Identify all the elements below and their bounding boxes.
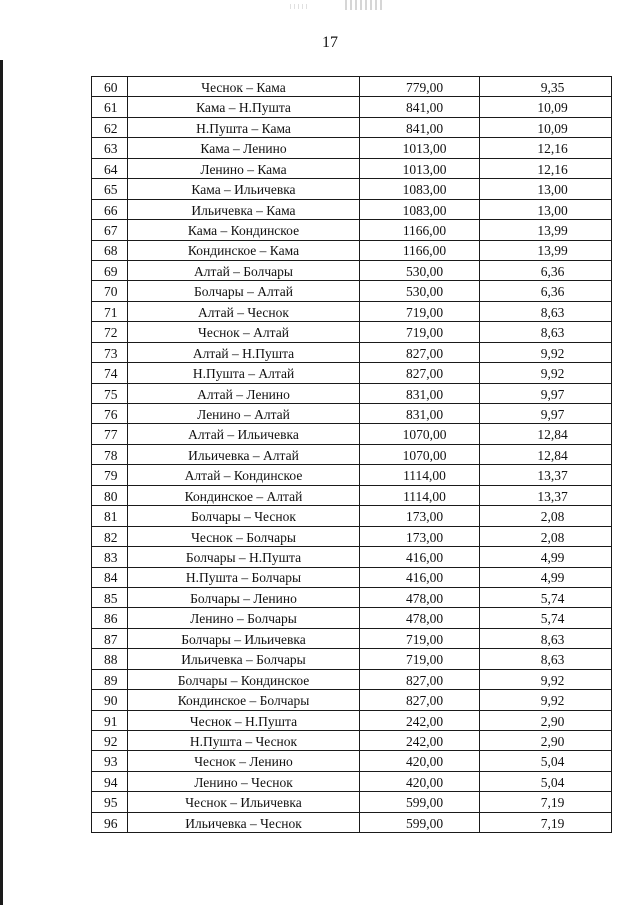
table-row <box>92 179 612 199</box>
rate-cell: 9,92 <box>480 363 612 383</box>
row-number-cell: 83 <box>92 547 128 567</box>
table-row <box>92 97 612 117</box>
scan-left-border <box>0 60 3 905</box>
amount-cell: 827,00 <box>360 690 480 710</box>
amount-cell: 478,00 <box>360 608 480 628</box>
table-row <box>92 649 612 669</box>
table-row <box>92 260 612 280</box>
row-number-cell: 66 <box>92 199 128 219</box>
table-row <box>92 608 612 628</box>
row-number-cell: 73 <box>92 342 128 362</box>
route-cell: Ильичевка – Болчары <box>128 649 360 669</box>
amount-cell: 827,00 <box>360 363 480 383</box>
amount-cell: 530,00 <box>360 281 480 301</box>
amount-cell: 1013,00 <box>360 158 480 178</box>
table-row <box>92 792 612 812</box>
rate-cell: 13,99 <box>480 240 612 260</box>
rate-cell: 9,97 <box>480 404 612 424</box>
rate-cell: 9,92 <box>480 342 612 362</box>
table-row <box>92 220 612 240</box>
amount-cell: 173,00 <box>360 506 480 526</box>
rate-cell: 9,35 <box>480 77 612 97</box>
table-row <box>92 669 612 689</box>
row-number-cell: 63 <box>92 138 128 158</box>
row-number-cell: 72 <box>92 322 128 342</box>
rate-cell: 9,92 <box>480 690 612 710</box>
rate-cell: 12,16 <box>480 158 612 178</box>
rate-cell: 4,99 <box>480 547 612 567</box>
route-cell: Чеснок – Болчары <box>128 526 360 546</box>
row-number-cell: 86 <box>92 608 128 628</box>
table-row <box>92 710 612 730</box>
table-row <box>92 567 612 587</box>
route-cell: Кондинское – Алтай <box>128 485 360 505</box>
route-cell: Кама – Кондинское <box>128 220 360 240</box>
amount-cell: 827,00 <box>360 669 480 689</box>
table-row <box>92 444 612 464</box>
rate-cell: 5,04 <box>480 771 612 791</box>
route-cell: Ленино – Чеснок <box>128 771 360 791</box>
row-number-cell: 74 <box>92 363 128 383</box>
amount-cell: 416,00 <box>360 547 480 567</box>
row-number-cell: 60 <box>92 77 128 97</box>
rate-cell: 2,08 <box>480 506 612 526</box>
table-row <box>92 690 612 710</box>
route-cell: Н.Пушта – Чеснок <box>128 731 360 751</box>
rate-cell: 6,36 <box>480 260 612 280</box>
table-row <box>92 301 612 321</box>
table-row <box>92 587 612 607</box>
row-number-cell: 80 <box>92 485 128 505</box>
table-row <box>92 465 612 485</box>
amount-cell: 841,00 <box>360 97 480 117</box>
rate-cell: 8,63 <box>480 301 612 321</box>
row-number-cell: 71 <box>92 301 128 321</box>
route-cell: Болчары – Н.Пушта <box>128 547 360 567</box>
row-number-cell: 78 <box>92 444 128 464</box>
rate-cell: 12,84 <box>480 424 612 444</box>
rate-cell: 5,74 <box>480 587 612 607</box>
row-number-cell: 91 <box>92 710 128 730</box>
table-row <box>92 751 612 771</box>
rate-cell: 13,00 <box>480 199 612 219</box>
table-row <box>92 506 612 526</box>
route-cell: Алтай – Ленино <box>128 383 360 403</box>
row-number-cell: 61 <box>92 97 128 117</box>
route-cell: Алтай – Болчары <box>128 260 360 280</box>
amount-cell: 1013,00 <box>360 138 480 158</box>
route-cell: Ильичевка – Алтай <box>128 444 360 464</box>
table-row <box>92 547 612 567</box>
table-row <box>92 117 612 137</box>
amount-cell: 242,00 <box>360 710 480 730</box>
route-cell: Алтай – Н.Пушта <box>128 342 360 362</box>
rate-cell: 4,99 <box>480 567 612 587</box>
row-number-cell: 69 <box>92 260 128 280</box>
amount-cell: 831,00 <box>360 404 480 424</box>
row-number-cell: 70 <box>92 281 128 301</box>
row-number-cell: 76 <box>92 404 128 424</box>
route-cell: Алтай – Чеснок <box>128 301 360 321</box>
row-number-cell: 64 <box>92 158 128 178</box>
amount-cell: 719,00 <box>360 628 480 648</box>
table-row <box>92 628 612 648</box>
route-cell: Чеснок – Кама <box>128 77 360 97</box>
amount-cell: 1083,00 <box>360 179 480 199</box>
amount-cell: 242,00 <box>360 731 480 751</box>
rate-cell: 12,16 <box>480 138 612 158</box>
route-cell: Болчары – Ленино <box>128 587 360 607</box>
row-number-cell: 62 <box>92 117 128 137</box>
row-number-cell: 85 <box>92 587 128 607</box>
route-cell: Болчары – Ильичевка <box>128 628 360 648</box>
route-cell: Чеснок – Ленино <box>128 751 360 771</box>
rate-cell: 5,04 <box>480 751 612 771</box>
rate-cell: 12,84 <box>480 444 612 464</box>
rate-cell: 2,90 <box>480 731 612 751</box>
amount-cell: 1070,00 <box>360 444 480 464</box>
table-row <box>92 240 612 260</box>
row-number-cell: 82 <box>92 526 128 546</box>
rate-cell: 7,19 <box>480 792 612 812</box>
row-number-cell: 93 <box>92 751 128 771</box>
row-number-cell: 79 <box>92 465 128 485</box>
amount-cell: 719,00 <box>360 322 480 342</box>
route-cell: Кондинское – Болчары <box>128 690 360 710</box>
amount-cell: 831,00 <box>360 383 480 403</box>
amount-cell: 841,00 <box>360 117 480 137</box>
table-row <box>92 771 612 791</box>
page-number: 17 <box>322 34 338 51</box>
rate-cell: 2,90 <box>480 710 612 730</box>
table-row <box>92 363 612 383</box>
row-number-cell: 81 <box>92 506 128 526</box>
row-number-cell: 65 <box>92 179 128 199</box>
row-number-cell: 67 <box>92 220 128 240</box>
row-number-cell: 96 <box>92 812 128 832</box>
row-number-cell: 89 <box>92 669 128 689</box>
rate-cell: 9,92 <box>480 669 612 689</box>
amount-cell: 719,00 <box>360 649 480 669</box>
amount-cell: 416,00 <box>360 567 480 587</box>
route-cell: Кама – Ленино <box>128 138 360 158</box>
amount-cell: 779,00 <box>360 77 480 97</box>
row-number-cell: 88 <box>92 649 128 669</box>
amount-cell: 173,00 <box>360 526 480 546</box>
table-row <box>92 342 612 362</box>
route-cell: Ленино – Болчары <box>128 608 360 628</box>
amount-cell: 1114,00 <box>360 485 480 505</box>
row-number-cell: 77 <box>92 424 128 444</box>
rate-cell: 6,36 <box>480 281 612 301</box>
amount-cell: 1166,00 <box>360 220 480 240</box>
rate-cell: 8,63 <box>480 322 612 342</box>
route-cell: Н.Пушта – Кама <box>128 117 360 137</box>
table-row <box>92 138 612 158</box>
row-number-cell: 84 <box>92 567 128 587</box>
amount-cell: 530,00 <box>360 260 480 280</box>
row-number-cell: 75 <box>92 383 128 403</box>
route-cell: Н.Пушта – Болчары <box>128 567 360 587</box>
amount-cell: 827,00 <box>360 342 480 362</box>
amount-cell: 1166,00 <box>360 240 480 260</box>
route-cell: Ленино – Алтай <box>128 404 360 424</box>
row-number-cell: 87 <box>92 628 128 648</box>
rate-cell: 13,00 <box>480 179 612 199</box>
fare-table-container <box>91 76 611 833</box>
row-number-cell: 95 <box>92 792 128 812</box>
table-row <box>92 731 612 751</box>
table-row <box>92 424 612 444</box>
route-cell: Алтай – Ильичевка <box>128 424 360 444</box>
table-row <box>92 812 612 832</box>
route-cell: Ильичевка – Кама <box>128 199 360 219</box>
rate-cell: 8,63 <box>480 628 612 648</box>
row-number-cell: 68 <box>92 240 128 260</box>
amount-cell: 1083,00 <box>360 199 480 219</box>
route-cell: Алтай – Кондинское <box>128 465 360 485</box>
amount-cell: 599,00 <box>360 792 480 812</box>
amount-cell: 420,00 <box>360 751 480 771</box>
table-row <box>92 322 612 342</box>
route-cell: Болчары – Кондинское <box>128 669 360 689</box>
rate-cell: 8,63 <box>480 649 612 669</box>
route-cell: Чеснок – Ильичевка <box>128 792 360 812</box>
route-cell: Болчары – Алтай <box>128 281 360 301</box>
table-row <box>92 199 612 219</box>
table-row <box>92 158 612 178</box>
rate-cell: 5,74 <box>480 608 612 628</box>
amount-cell: 1070,00 <box>360 424 480 444</box>
route-cell: Н.Пушта – Алтай <box>128 363 360 383</box>
route-cell: Чеснок – Алтай <box>128 322 360 342</box>
table-row <box>92 485 612 505</box>
scan-artifact-mark <box>290 4 308 9</box>
table-row <box>92 383 612 403</box>
row-number-cell: 90 <box>92 690 128 710</box>
route-cell: Кондинское – Кама <box>128 240 360 260</box>
fare-table-body <box>92 77 612 833</box>
rate-cell: 10,09 <box>480 117 612 137</box>
rate-cell: 9,97 <box>480 383 612 403</box>
route-cell: Болчары – Чеснок <box>128 506 360 526</box>
table-row <box>92 404 612 424</box>
table-row <box>92 77 612 97</box>
rate-cell: 10,09 <box>480 97 612 117</box>
amount-cell: 599,00 <box>360 812 480 832</box>
row-number-cell: 92 <box>92 731 128 751</box>
table-row <box>92 281 612 301</box>
route-cell: Кама – Ильичевка <box>128 179 360 199</box>
fare-table <box>91 76 612 833</box>
rate-cell: 13,37 <box>480 465 612 485</box>
route-cell: Ленино – Кама <box>128 158 360 178</box>
rate-cell: 7,19 <box>480 812 612 832</box>
route-cell: Кама – Н.Пушта <box>128 97 360 117</box>
amount-cell: 1114,00 <box>360 465 480 485</box>
rate-cell: 13,99 <box>480 220 612 240</box>
rate-cell: 2,08 <box>480 526 612 546</box>
route-cell: Чеснок – Н.Пушта <box>128 710 360 730</box>
scan-artifact-stamp <box>345 0 385 10</box>
route-cell: Ильичевка – Чеснок <box>128 812 360 832</box>
row-number-cell: 94 <box>92 771 128 791</box>
amount-cell: 478,00 <box>360 587 480 607</box>
amount-cell: 719,00 <box>360 301 480 321</box>
table-row <box>92 526 612 546</box>
rate-cell: 13,37 <box>480 485 612 505</box>
amount-cell: 420,00 <box>360 771 480 791</box>
